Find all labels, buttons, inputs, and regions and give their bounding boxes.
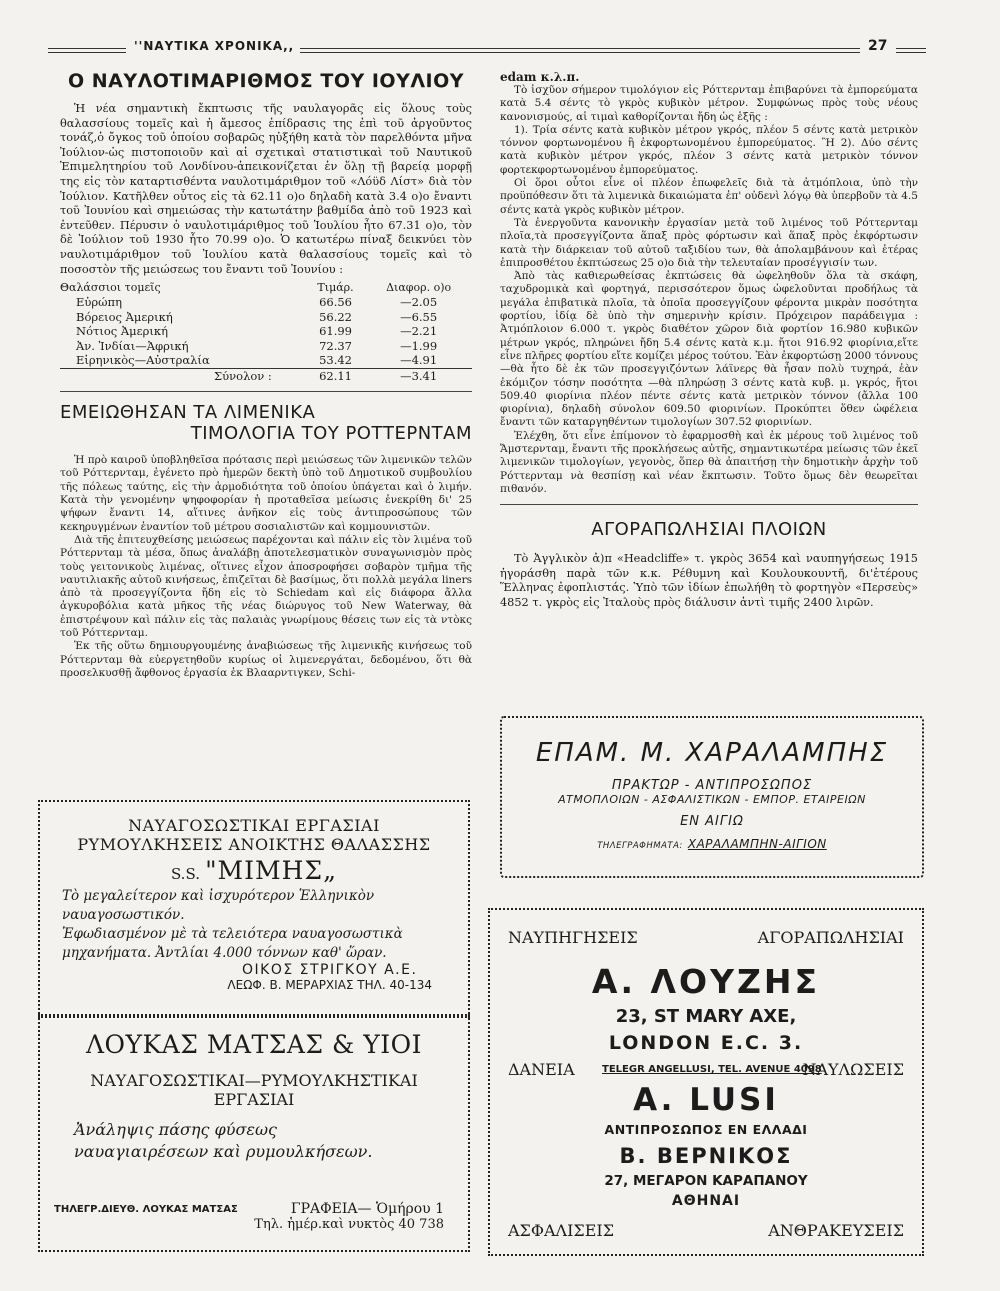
ad-charalambis-telegram: ΤΗΛΕΓΡΑΦΗΜΑΤΑ: ΧΑΡΑΛΑΜΠΗΝ-ΑΙΓΙΟΝ	[597, 837, 827, 851]
ad-charalambis-name: ΕΠΑΜ. Μ. ΧΑΡΑΛΑΜΠΗΣ	[535, 738, 889, 768]
article2-paragraph: Ἐλέχθη, ὅτι εἶνε ἐπίμονον τὸ ἐφαρμοσθὴ καὶ ἐκ μέρους τοῦ λιμένος τοῦ Ἄμστερνταμ, ἔναντι τῆς προκλήσεως αὐτῆς, σημαντικωτέρα μείωσις τῶν ἐκεῖ λιμενικῶν τιμολογίων, γεγονὸς, ὅπερ θὰ ἀπαιτήσῃ τὴν δημοτικὴν ἀρχὴν τοῦ Ρόττερνταμ νὰ θεσπίσῃ καὶ νέαν ἔκπτωσιν. Τοῦτο ὅμως δὲν θεωρεῖται πιθανόν.	[500, 429, 918, 495]
ad-louzis-representative: Β. ΒΕΡΝΙΚΟΣ	[619, 1144, 793, 1168]
row-diff: —2.21	[400, 324, 438, 339]
right-column	[500, 70, 918, 611]
ad-louzis-insurance: ΑΣΦΑΛΙΣΕΙΣ	[508, 1221, 615, 1240]
article2-paragraph: Ἡ πρὸ καιροῦ ὑποβληθεῖσα πρότασις περὶ μειώσεως τῶν λιμενικῶν τελῶν τοῦ Ρόττερνταμ, ἐγένετο πρὸ ἡμερῶν δεκτὴ ὑπὸ τοῦ Δημοτικοῦ συμβουλίου τῆς πόλεως ταύτης, εἰς τὴν ἁρμοδιότητα τοῦ ὁποίου ὑπάγεται καὶ ὁ λιμήν. Κατὰ τὴν γενομένην ψηφοφορίαν ἡ προταθεῖσα μείωσις ἐνεκρίθη δι' 25 ψήφων ἔναντι 14, αἵτινες ἀνῆκον εἰς τοὺς ἀντιπροσώπους τῶν κεκηρυγμένων ἐναντίον τοῦ μέτρου σοσιαλιστῶν καὶ κομμουνιστῶν.	[60, 454, 472, 533]
ad-louzis-rep-address: 27, ΜΕΓΑΡΟΝ ΚΑΡΑΠΑΝΟΥ	[604, 1173, 808, 1189]
article2-paragraph: Ἐκ τῆς οὕτω δημιουργουμένης ἀναβιώσεως τῆς λιμενικῆς κινήσεως τοῦ Ρόττερνταμ θὰ εὐεργετηθοῦν κυρίως οἱ λιμενεργάται, δεδομένου, ὅτι θὰ προσελκυσθῇ ἄφθονος ἐργασία ἐκ Βλααρντιγκεν, Schi-	[60, 640, 472, 679]
ad-matsas	[38, 1014, 470, 1252]
ad-louzis-contacts: TELEGR ANGELLUSI, TEL. AVENUE 4098	[602, 1064, 822, 1075]
ad-louzis-name-latin: A. LUSI	[633, 1082, 779, 1118]
page-number: 27	[868, 38, 888, 54]
ad-matsas-contact	[254, 1201, 444, 1232]
article2-continuation: edam κ.λ.π.	[500, 70, 580, 84]
ad-mimis-line2: ΡΥΜΟΥΛΚΗΣΕΙΣ ΑΝΟΙΚΤΗΣ ΘΑΛΑΣΣΗΣ	[77, 835, 431, 854]
row-sector: Νότιος Ἀμερική	[76, 324, 168, 339]
row-index: 56.22	[319, 309, 352, 324]
ad-matsas-phone: Τηλ. ἡμέρ.καὶ νυκτὸς 40 738	[254, 1217, 444, 1232]
ad-louzis-sales: ΑΓΟΡΑΠΩΛΗΣΙΑΙ	[757, 928, 904, 947]
ad-louzis-name: Α. ΛΟΥΖΗΣ	[591, 962, 821, 1001]
row-diff: —1.99	[400, 338, 438, 353]
row-sector: Εὐρώπη	[76, 295, 122, 310]
ad-louzis-rep-city: ΑΘΗΝΑΙ	[671, 1193, 741, 1209]
article2-title-line2: ΤΙΜΟΛΟΓΙΑ ΤΟΥ ΡΟΤΤΕΡΝΤΑΜ	[190, 423, 472, 445]
journal-title: ''ΝΑΥΤΙΚΑ ΧΡΟΝΙΚΑ,,	[134, 39, 295, 53]
total-label: Σύνολον :	[60, 368, 306, 383]
ad-matsas-offices: ΓΡΑΦΕΙΑ— Ὁμήρου 1	[290, 1201, 444, 1217]
total-diff: —3.41	[365, 368, 472, 383]
row-diff: —2.05	[400, 295, 438, 310]
row-diff: —6.55	[400, 309, 438, 324]
freight-index-table	[60, 280, 472, 383]
row-index: 53.42	[319, 353, 352, 368]
ad-mimis-text2: Ἐφωδιασμένον μὲ τὰ τελειότερα ναυαγοσωστικὰ μηχανήματα. Ἀντλίαι 4.000 τόννων καθ' ὥραν.	[62, 926, 403, 961]
ad-charalambis-role: ΠΡΑΚΤΩΡ - ΑΝΤΙΠΡΟΣΩΠΟΣ	[611, 778, 813, 793]
ad-mimis-ship-prefix: S.S.	[170, 865, 200, 883]
ad-matsas-title: ΛΟΥΚΑΣ ΜΑΤΣΑΣ & ΥΙΟΙ	[85, 1030, 423, 1059]
table-row	[60, 339, 472, 354]
header-rule-right	[300, 48, 860, 53]
ad-louzis-address1: 23, ST MARY AXE,	[615, 1006, 797, 1027]
table-header-diff: Διαφορ. ο)ο	[386, 281, 452, 295]
ad-louzis-address2: LONDON E.C. 3.	[608, 1032, 804, 1054]
total-index: 62.11	[306, 368, 365, 383]
ad-matsas-telegram: ΤΗΛΕΓΡ.ΔΙΕΥΘ. ΛΟΥΚΑΣ ΜΑΤΣΑΣ	[54, 1204, 238, 1215]
row-index: 66.56	[319, 295, 352, 310]
article2-paragraph: Διὰ τῆς ἐπιτευχθείσης μειώσεως παρέχονται καὶ πάλιν εἰς τὸν λιμένα τοῦ Ρόττερνταμ τὰ μέσα, ὅπως ἀναλάβῃ ἀποτελεσματικὸν συναγωνισμὸν πρὸς τοὺς γειτονικοὺς λιμένας, οἵτινες εἶχον ἀποσροφήσει σοβαρὸν τμῆμα τῆς ναυτιλιακῆς αὐτοῦ κινήσεως, ἐπιζεῖται δὲ βασίμως, ὅτι πολλὰ μεγάλα liners ἀπὸ τὰ προσεγγίζοντα ἤδη εἰς τὸ Schiedam καὶ εἰς διάφορα ἄλλα ἀγκυροβόλια κατὰ μῆκος τῆς νέας διώρυγος τοῦ New Waterway, θὰ ἐπιστρέψουν καὶ πάλιν εἰς τὰς παλαιὰς γνωρίμους θέσεις των εἰς τὰ ντὸκς τοῦ Ρόττερνταμ.	[60, 533, 472, 639]
table-row	[60, 295, 472, 310]
header-rule-left	[48, 48, 126, 53]
table-row	[60, 310, 472, 325]
article1-title: Ο ΝΑΥΛΟΤΙΜΑΡΙΘΜΟΣ ΤΟΥ ΙΟΥΛΙΟΥ	[67, 70, 465, 92]
left-column	[60, 70, 472, 680]
article2-paragraph: Ἀπὸ τὰς καθιερωθείσας ἐκπτώσεις θὰ ὠφεληθοῦν ὅλα τὰ σκάφη, ταχυδρομικὰ καὶ φορτηγά, περισσότερον ὅμως ὠφελοῦνται προδήλως τὰ μεγάλα ἐπιβατικὰ πλοῖα, τὰ ὁποῖα προσεγγίζουν φέροντα μικρὰν ποσότητα φορτίου, ἰδίᾳ δὲ ὑπὸ τὴν σημερινὴν κρίσιν. Πρόχειρον παράδειγμα : Ἀτμόπλοιον 6.000 τ. γκρὸς διαθέτον χῶρον διὰ φορτίον 16.980 κυβικῶν μέτρων γκρός, πληρώνει ἤδη 5.4 σέντς κατὰ κ.μ. ἤτοι 916.92 φιορίνια,εἴτε εἶνε πλῆρες φορτίου εἴτε κομίζει μέρος τούτου. Ἐὰν ἐκφορτώσῃ 2000 τόννους—θὰ ἦτο δὲ ἐκ τῶν προσεγγιζόντων λάϊνερς θὰ ἦσαν πολὺ τυχηρά, ἐὰν ἐκόμιζον τόσην ποσότητα —θὰ πληρώσῃ 3 σέντς κατὰ κυβ. μ. γκρός, ἤτοι 509.40 φιορίνια πλέον πέντε σέντς κατὰ μετρικὸν τόννον (ἄλλα 100 φιορίνια), δηλαδὴ σύνολον 609.50 φιορινίων. Προκύπτει ὅθεν ὠφέλεια ἔναντι τῶν καταργηθέντων τιμολογίων 307.52 φιορινίων.	[500, 270, 918, 429]
row-index: 61.99	[319, 324, 352, 339]
article3-title: ΑΓΟΡΑΠΩΛΗΣΙΑΙ ΠΛΟΙΩΝ	[591, 519, 827, 541]
ad-mimis-text1: Τὸ μεγαλείτερον καὶ ἰσχυρότερον Ἑλληνικὸν ναυαγοσωστικόν.	[62, 888, 375, 923]
table-row	[60, 324, 472, 339]
ad-matsas-subtitle1: ΝΑΥΑΓΟΣΩΣΤΙΚΑΙ—ΡΥΜΟΥΛΚΗΣΤΙΚΑΙ	[90, 1071, 418, 1090]
row-index: 72.37	[319, 338, 352, 353]
row-diff: —4.91	[400, 353, 438, 368]
ad-louzis-representative-label: ΑΝΤΙΠΡΟΣΩΠΟΣ ΕΝ ΕΛΛΑΔΙ	[604, 1122, 808, 1137]
article2-paragraph: Τὰ ἐνεργοῦντα κανονικὴν ἐργασίαν μετὰ τοῦ λιμένος τοῦ Ρόττερνταμ πλοῖα,τὰ προσεγγίζοντα ἅπαξ πρὸς φόρτωσιν καὶ ἅπαξ πρὸς ἐκφόρτωσιν κατὰ τὴν διάρκειαν τοῦ αὐτοῦ ταξιδίου των, θὰ ἀπολαμβάνουν καὶ ἑτέρας ἐπιπροσθέτου ἐκπτώσεως 25 ο)ο διὰ τὴν τελευταίαν προσέγγισίν των.	[500, 216, 918, 269]
row-sector: Βόρειος Ἀμερική	[76, 309, 173, 324]
section-divider	[60, 391, 472, 392]
table-header-index: Τιμάρ.	[317, 281, 354, 295]
ad-charalambis-companies: ΑΤΜΟΠΛΟΙΩΝ - ΑΣΦΑΛΙΣΤΙΚΩΝ - ΕΜΠΟΡ. ΕΤΑΙΡΕΙΩΝ	[558, 793, 866, 806]
ad-mimis-ship-name: "ΜΙΜΗΣ„	[205, 856, 338, 885]
ad-matsas-subtitle2: ΕΡΓΑΣΙΑΙ	[213, 1090, 295, 1109]
ad-mimis-line1: ΝΑΥΑΓΟΣΩΣΤΙΚΑΙ ΕΡΓΑΣΙΑΙ	[128, 816, 380, 835]
article3-paragraph: Τὸ Ἀγγλικὸν ἀ)π «Headcliffe» τ. γκρὸς 3654 καὶ ναυπηγήσεως 1915 ἠγοράσθη παρὰ τῶν κ.κ. Ρέθυμνη καὶ Κουλουκουντῆ, δι'ἑτέρους Ἕλληνας ἐφοπλιστάς. Ὑπὸ τῶν ἰδίων ἐπωλήθη τὸ φορτηγὸν «Περσεὺς» 4852 τ. γκρὸς εἰς Ἰταλοὺς πρὸς διάλυσιν ἀντὶ τιμῆς 2400 λιρῶν.	[500, 552, 918, 609]
ad-louzis-shipbuilding: ΝΑΥΠΗΓΗΣΕΙΣ	[508, 928, 638, 947]
article2-paragraph: Οἱ ὅροι οὗτοι εἶνε οἱ πλέον ἐπωφελεῖς διὰ τὰ ἀτμόπλοια, ὑπὸ τὴν προϋπόθεσιν ὅτι τὰ λιμενικὰ δικαιώματα ἐπ' οὐδενὶ λόγῳ θὰ ὑπερβοῦν τὰ 4.5 σέντς κατὰ γκρὸς κυβικὸν μέτρον.	[500, 177, 918, 216]
ad-charalambis	[500, 716, 924, 878]
ad-mimis	[38, 800, 470, 1018]
ad-louzis-chartering: ΝΑΥΛΩΣΕΙΣ	[802, 1060, 904, 1079]
ad-louzis	[488, 908, 924, 1256]
article2-title-line1: ΕΜΕΙΩΘΗΣΑΝ ΤΑ ΛΙΜΕΝΙΚΑ	[60, 402, 316, 424]
ad-mimis-house: ΟΙΚΟΣ ΣΤΡΙΓΚΟΥ Α.Ε.	[241, 962, 418, 978]
ad-mimis-ship	[40, 856, 468, 885]
table-row	[60, 353, 472, 368]
header-rule-end	[896, 48, 926, 53]
row-sector: Ἀν. Ἰνδίαι—Ἀφρική	[76, 338, 189, 353]
article1-paragraph: Ἡ νέα σημαντικὴ ἔκπτωσις τῆς ναυλαγορᾶς εἰς ὅλους τοὺς θαλασσίους τομεῖς καὶ ἡ ἄμεσος ἐπίδρασις της ἐπὶ τοῦ ἀργοῦντος τονάζ,ὁ ὄγκος τοῦ ὁποίου σοβαρῶς ηὐξήθη κατὰ τὸν παρελθόντα μῆνα Ἰούλιον-ὡς πιστοποιοῦν καὶ αἱ σχετικαὶ στατιστικαὶ τοῦ Ναυτικοῦ Ἐπιμελητηρίου τοῦ Λονδίνου-ἀπεικονίζεται ἐν ὅλῃ τῇ βαρείᾳ μορφῇ της εἰς τὸν καταρτισθέντα ναυλοτιμάριθμον τοῦ «Λόϋδ Λίστ» διὰ τὸν Ἰούλιον. Κατῆλθεν οὗτος εἰς τὰ 62.11 ο)ο δηλαδὴ κατὰ 3.4 ο)ο ἔναντι τοῦ Ἰουνίου καὶ σημειώσας τὴν κατωτάτην βαθμίδα ἀπὸ τοῦ 1923 καὶ ἐντεῦθεν. Πέρυσιν ὁ ναυλοτιμάριθμος τοῦ Ἰουλίου ἦτο 67.31 ο)ο, τὸν δὲ Ἰούλιον τοῦ 1930 ἦτο 70.99 ο)ο. Ὁ κατωτέρω πίναξ δεικνύει τὸν ναυλοτιμάριθμον τοῦ Ἰουλίου κατὰ θαλασσίους τομεῖς καὶ τὸ ποσοστὸν τῆς μειώσεως του ἔναντι τοῦ Ἰουνίου :	[60, 102, 472, 276]
section-divider	[500, 504, 918, 505]
running-header	[48, 38, 910, 60]
ad-charalambis-city: ΕΝ ΑΙΓΙΩ	[680, 814, 744, 829]
ad-louzis-loans: ΔΑΝΕΙΑ	[508, 1060, 575, 1079]
article2-title	[60, 402, 472, 444]
table-header-sector: Θαλάσσιοι τομεῖς	[60, 281, 161, 295]
ad-matsas-text: Ἀνάληψις πάσης φύσεως ναυαγιαιρέσεων καὶ ρυμουλκήσεων.	[74, 1120, 373, 1161]
ad-mimis-address: ΛΕΩΦ. Β. ΜΕΡΑΡΧΙΑΣ ΤΗΛ. 40-134	[227, 978, 432, 992]
table-total-row	[60, 368, 472, 383]
article2-paragraph: Τὸ ἰσχῦον σήμερον τιμολόγιον εἰς Ρόττερνταμ ἐπιβαρύνει τὰ ἐμπορεύματα κατὰ 5.4 σέντς τὸ γκρὸς κυβικὸν μέτρον. Συμφώνως πρὸς τοὺς νέους κανονισμούς, αἱ τιμαὶ καθορίζονται ἤδη ὡς ἑξῆς :	[500, 84, 918, 123]
ad-louzis-coaling: ΑΝΘΡΑΚΕΥΣΕΙΣ	[768, 1221, 904, 1240]
row-sector: Εἰρηνικὸς—Αὐστραλία	[76, 353, 210, 368]
ad-mimis-footer	[227, 962, 432, 992]
article2-paragraph: 1). Τρία σέντς κατὰ κυβικὸν μέτρον γκρός, πλέον 5 σέντς κατὰ μετρικὸν τόννον φορτωνομένου ἢ ἐκφορτωνομένου ἐμπορεύματος. Ἢ 2). Δύο σέντς κατὰ κυβικὸν μέτρον γκρός, πλέον 3 σέντς κατὰ μετρικὸν τόννον φορτεκφορτωνομένου ἐμπορεύματος.	[500, 123, 918, 176]
